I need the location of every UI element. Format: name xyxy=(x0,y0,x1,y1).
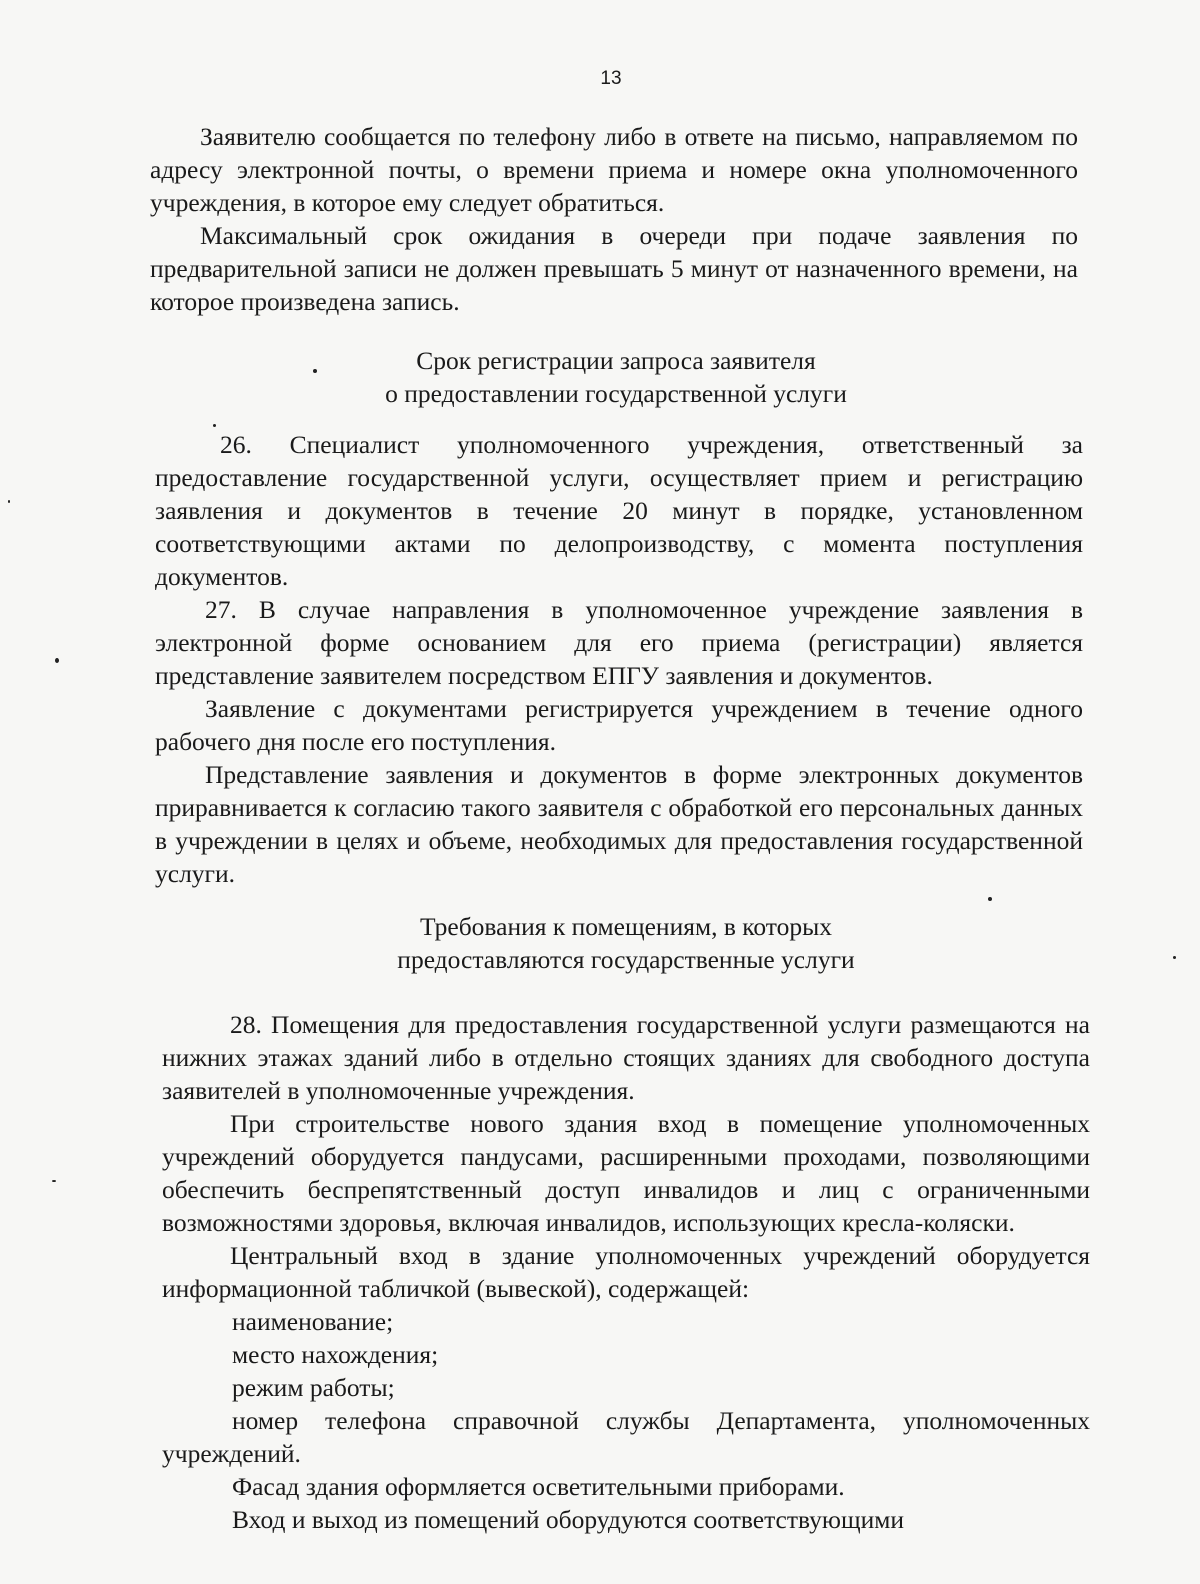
scan-speck xyxy=(988,897,992,901)
paragraph: 27. В случае направления в уполномоченное учреждение заявления в электронной форме основанием для его приема (регистрации) является представление заявителем посредством ЕПГУ заявления и документов. xyxy=(155,595,1083,690)
paragraph: Фасад здания оформляется осветительными приборами. xyxy=(232,1472,845,1501)
section-heading-line: предоставляются государственные услуги xyxy=(397,945,855,974)
section-heading-line: Срок регистрации запроса заявителя xyxy=(416,346,816,375)
list-item: наименование; xyxy=(232,1307,394,1336)
scan-speck xyxy=(213,424,216,427)
section-heading-line: о предоставлении государственной услуги xyxy=(385,379,847,408)
section-body xyxy=(155,428,1083,890)
paragraph: номер телефона справочной службы Департамента, уполномоченных учреждений. xyxy=(162,1406,1090,1468)
scan-speck xyxy=(55,658,59,663)
paragraph: Центральный вход в здание уполномоченных учреждений оборудуется информационной табличкой (вывеской), содержащей: xyxy=(162,1241,1090,1303)
paragraph: Вход и выход из помещений оборудуются соответствующими xyxy=(232,1505,905,1534)
paragraph: 26. Специалист уполномоченного учреждения, ответственный за предоставление государственной услуги, осуществляет прием и регистрацию заявления и документов в течение 20 минут в порядке, установленном соответствующими актами по делопроизводству, с момента поступления документов. xyxy=(155,430,1083,591)
section-body xyxy=(162,1008,1090,1536)
scan-speck xyxy=(52,1180,56,1182)
paragraph: Заявителю сообщается по телефону либо в ответе на письмо, направляемом по адресу электронной почты, о времени приема и номере окна уполномоченного учреждения, в которое ему следует обратиться. xyxy=(150,122,1078,217)
paragraph: 28. Помещения для предоставления государственной услуги размещаются на нижних этажах зданий либо в отдельно стоящих зданиях для свободного доступа заявителей в уполномоченные учреждения. xyxy=(162,1010,1090,1105)
list-item: режим работы; xyxy=(232,1373,395,1402)
scan-speck xyxy=(313,369,317,373)
paragraph: Заявление с документами регистрируется учреждением в течение одного рабочего дня после его поступления. xyxy=(155,694,1083,756)
page-number: 13 xyxy=(600,68,622,89)
intro-block xyxy=(150,120,1078,318)
section-heading xyxy=(310,910,942,976)
paragraph: Максимальный срок ожидания в очереди при подаче заявления по предварительной записи не должен превышать 5 минут от назначенного времени, на которое произведена запись. xyxy=(150,221,1078,316)
paragraph: При строительстве нового здания вход в помещение уполномоченных учреждений оборудуется пандусами, расширенными проходами, позволяющими обеспечить беспрепятственный доступ инвалидов и лиц с ограниченными возможностями здоровья, включая инвалидов, использующих кресла-коляски. xyxy=(162,1109,1090,1237)
scan-speck xyxy=(8,500,10,503)
section-heading xyxy=(300,344,932,410)
scan-speck xyxy=(1173,956,1176,959)
section-heading-line: Требования к помещениям, в которых xyxy=(420,912,832,941)
list-item: место нахождения; xyxy=(232,1340,439,1369)
paragraph: Представление заявления и документов в форме электронных документов приравнивается к согласию такого заявителя с обработкой его персональных данных в учреждении в целях и объеме, необходимых для предоставления государственной услуги. xyxy=(155,760,1083,888)
